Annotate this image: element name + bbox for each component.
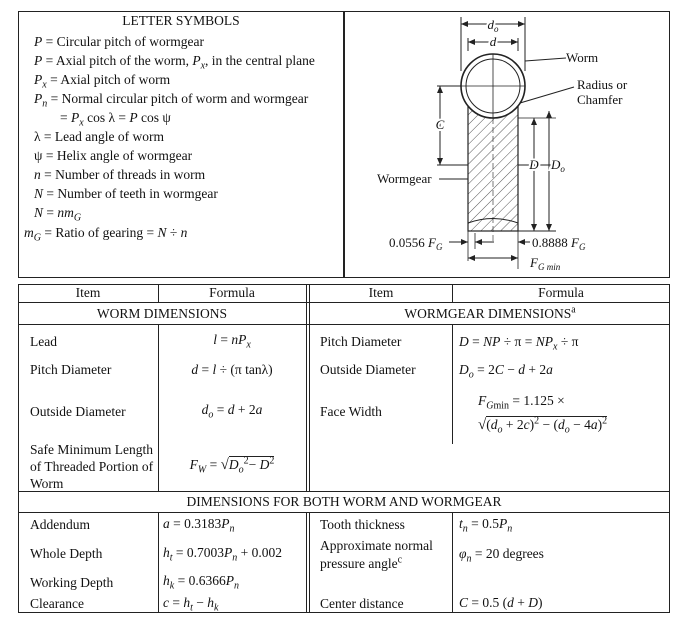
symbol-line: $m_G$ = Ratio of gearing = N ÷ n	[24, 225, 188, 244]
both-left-formula: $h_t = 0.7003P_n + 0.002$	[163, 545, 283, 564]
gear-row-item: Face Width	[320, 404, 382, 419]
rule	[306, 284, 307, 491]
left-dim-label: 0.0556 $F_G$	[389, 235, 443, 252]
both-right-formula: $t_n = 0.5P_n$	[459, 516, 513, 535]
d-label: d	[489, 34, 497, 49]
header-formula: Formula	[209, 285, 255, 300]
symbol-line: P = Circular pitch of wormgear	[34, 34, 204, 49]
symbol-line: λ = Lead angle of worm	[34, 129, 164, 144]
gear-row-item: Pitch Diameter	[320, 334, 402, 349]
worm-row-formula: $l = nP_x$	[213, 332, 251, 351]
both-left-item: Clearance	[30, 596, 84, 611]
worm-row-formula: $d_o = d + 2a$	[201, 402, 263, 421]
both-left-item: Working Depth	[30, 575, 114, 590]
worm-dimensions-title: WORM DIMENSIONS	[96, 306, 228, 321]
symbol-line: = $P_x$ cos λ = P cos ψ	[60, 110, 171, 129]
rule	[18, 302, 670, 303]
symbol-line: $N = nm_G$	[34, 205, 82, 224]
worm-row-item: Outside Diameter	[30, 404, 126, 419]
both-right-item: Center distance	[320, 596, 404, 611]
worm-diagram	[344, 11, 670, 278]
symbol-line: ψ = Helix angle of wormgear	[34, 148, 193, 163]
both-right-formula: C = 0.5 (d + D)	[459, 595, 543, 610]
gear-row-formula: D = NP ÷ $\pi = NP_x \div \pi$	[459, 334, 579, 353]
rule	[18, 324, 670, 325]
both-right-item: Tooth thickness	[320, 517, 405, 532]
gear-row-formula: $D_o = 2C - d + 2a$	[459, 362, 553, 381]
right-dim-label: 0.8888 $F_G$	[532, 235, 586, 252]
gear-row-item: Outside Diameter	[320, 362, 416, 377]
letter-symbols-title: LETTER SYMBOLS	[122, 13, 240, 28]
rule	[452, 324, 453, 444]
header-item: Item	[75, 285, 101, 300]
rule	[309, 512, 310, 613]
chamfer-label: Chamfer	[577, 92, 623, 107]
both-left-formula: $h_k = 0.6366P_n$	[163, 573, 239, 592]
both-left-formula: $c = h_t - h_k$	[163, 595, 219, 614]
rule	[158, 512, 159, 613]
wormgear-label: Wormgear	[377, 171, 432, 186]
header-formula: Formula	[538, 285, 584, 300]
worm-label: Worm	[566, 50, 599, 65]
both-right-formula: $\varphi_n = 20$ degrees	[459, 546, 544, 565]
rule	[306, 512, 307, 613]
fgmin-label: $F_{G min}$	[530, 255, 561, 272]
worm-row-formula: $F_W = √D_o^2- D^2$	[189, 455, 275, 476]
both-left-item: Whole Depth	[30, 546, 103, 561]
D-label: D	[529, 157, 539, 172]
worm-row-item: Pitch Diameter	[30, 362, 112, 377]
radius-label: Radius or	[577, 77, 628, 92]
symbol-line: $P_n$ = Normal circular pitch of worm and wormgear	[34, 91, 309, 110]
gear-row-formula: $F_{Gmin} = 1.125$ ×	[478, 393, 565, 412]
c-label: C	[435, 117, 445, 132]
worm-row-item: Lead	[30, 334, 57, 349]
symbol-line: N = Number of teeth in wormgear	[34, 186, 218, 201]
wormgear-dimensions-title: WORMGEAR DIMENSIONS$^a$	[404, 304, 576, 321]
rule	[452, 512, 453, 613]
rule	[18, 512, 670, 513]
symbol-line: $P_x$ = Axial pitch of worm	[34, 72, 171, 91]
worm-row-formula: d = l ÷ (π tanλ)	[191, 362, 273, 377]
both-left-formula: $a = 0.3183P_n$	[163, 516, 235, 535]
worm-row-item: Safe Minimum Length of Threaded Portion of Worm	[30, 442, 154, 491]
both-dimensions-title: DIMENSIONS FOR BOTH WORM AND WORMGEAR	[186, 494, 502, 509]
Do-label: $D_o$	[551, 157, 565, 174]
symbol-line: n = Number of threads in worm	[34, 167, 206, 182]
both-left-item: Addendum	[30, 517, 90, 532]
symbol-line: P = Axial pitch of the worm, $P_x$, in the central plane	[34, 53, 315, 72]
gear-row-formula: $√(d_o + 2c)^2 - (d_o - 4a)^2$	[478, 415, 608, 436]
do-label: $d_o$	[487, 17, 499, 34]
both-right-item: Approximate normal pressure angle$^c$	[320, 538, 433, 571]
header-item: Item	[368, 285, 394, 300]
